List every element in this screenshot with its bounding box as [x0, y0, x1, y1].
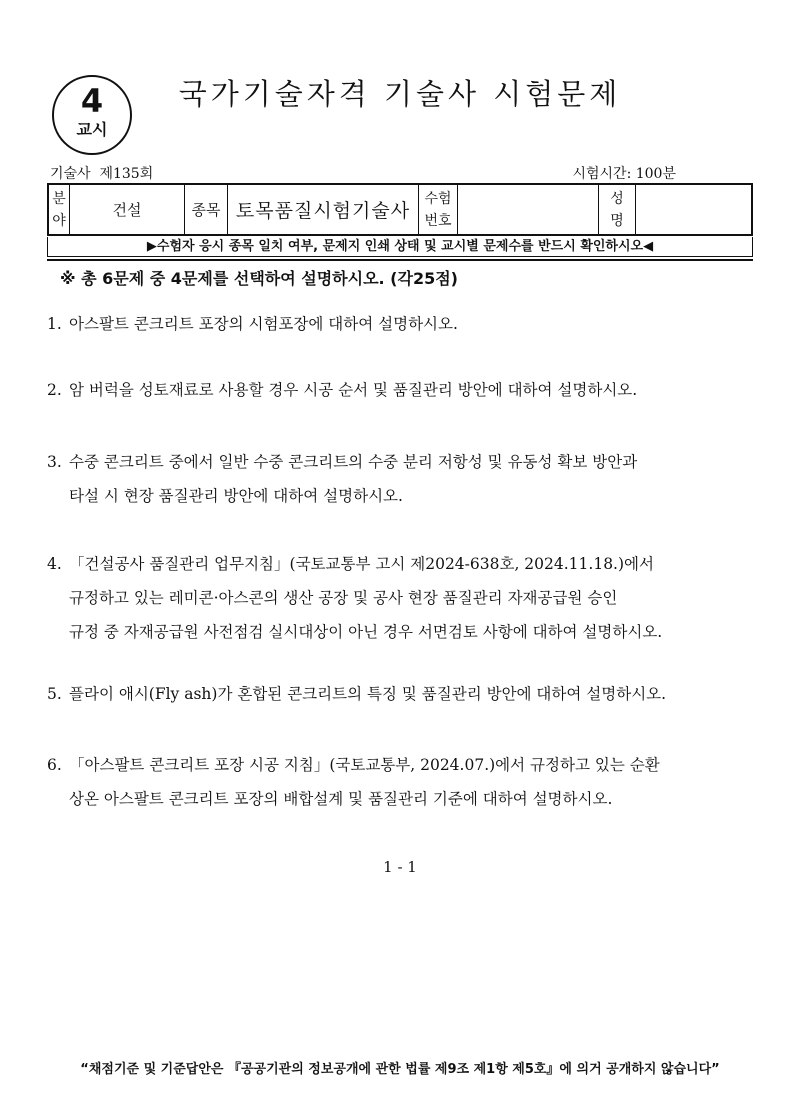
page-number: 1 - 1 — [383, 858, 417, 876]
exam-time: 시험시간: 100분 — [572, 166, 676, 182]
name-field[interactable] — [636, 184, 753, 235]
period-number: 4 — [80, 82, 104, 120]
question-2 — [47, 373, 753, 407]
question-number: 6. — [47, 756, 62, 774]
notice-banner: ▶수험자 응시 종목 일치 여부, 문제지 인쇄 상태 및 교시별 문제수를 반드시 확인하시오◀ — [47, 237, 753, 257]
question-text-cont: 상온 아스팔트 콘크리트 포장의 배합설계 및 품질관리 기준에 대하여 설명하시오. — [69, 790, 613, 808]
category-label-cell — [48, 184, 70, 235]
exam-info-table — [47, 183, 753, 236]
question-5 — [47, 677, 753, 711]
question-text: 플라이 애시(Fly ash)가 혼합된 콘크리트의 특징 및 품질관리 방안에 대하여 설명하시오. — [69, 685, 667, 703]
question-text: 「건설공사 품질관리 업무지침」(국토교통부 고시 제2024-638호, 2024.11.18.)에서 — [69, 555, 654, 573]
question-number: 4. — [47, 555, 62, 573]
category-label-2: 야 — [52, 212, 66, 229]
question-text: 「아스팔트 콘크리트 포장 시공 지침」(국토교통부, 2024.07.)에서 규정하고 있는 순환 — [69, 756, 660, 774]
name-label-1: 성 — [610, 190, 624, 207]
exam-series: 기술사 제135회 — [50, 166, 154, 182]
question-text-cont: 규정하고 있는 레미콘·아스콘의 생산 공장 및 공사 현장 품질관리 자재공급원 승인 — [69, 589, 618, 607]
question-text: 아스팔트 콘크리트 포장의 시험포장에 대하여 설명하시오. — [69, 315, 458, 333]
exam-no-label-1: 수험 — [424, 190, 452, 207]
field-label: 종목 — [185, 184, 228, 235]
question-number: 1. — [47, 315, 62, 333]
question-text: 수중 콘크리트 중에서 일반 수중 콘크리트의 수중 분리 저항성 및 유동성 확보 방안과 — [69, 453, 638, 471]
question-number: 5. — [47, 685, 62, 703]
question-number: 3. — [47, 453, 62, 471]
exam-no-label-cell — [419, 184, 458, 235]
page-title: 국가기술자격 기술사 시험문제 — [178, 77, 622, 111]
category-label-1: 분 — [52, 190, 66, 207]
period-label: 교시 — [76, 120, 108, 139]
question-text-cont: 타설 시 현장 품질관리 방안에 대하여 설명하시오. — [69, 487, 403, 505]
question-3 — [47, 445, 753, 513]
category-value: 건설 — [70, 184, 185, 235]
exam-no-label-2: 번호 — [424, 212, 452, 229]
question-number: 2. — [47, 381, 62, 399]
field-value: 토목품질시험기술사 — [228, 184, 419, 235]
name-label-cell — [599, 184, 636, 235]
question-text-cont: 규정 중 자재공급원 사전점검 실시대상이 아닌 경우 서면검토 사항에 대하여 설명하시오. — [69, 623, 663, 641]
question-6 — [47, 748, 753, 816]
divider — [47, 259, 753, 261]
question-text: 암 버럭을 성토재료로 사용할 경우 시공 순서 및 품질관리 방안에 대하여 설명하시오. — [69, 381, 638, 399]
question-1 — [47, 307, 753, 341]
question-4 — [47, 547, 753, 649]
name-label-2: 명 — [610, 212, 624, 229]
disclosure-note: “채점기준 및 기준답안은 『공공기관의 정보공개에 관한 법률 제9조 제1항 제5호』에 의거 공개하지 않습니다” — [80, 1062, 720, 1077]
instruction: ※ 총 6문제 중 4문제를 선택하여 설명하시오. (각25점) — [60, 269, 458, 288]
exam-no-field[interactable] — [458, 184, 599, 235]
